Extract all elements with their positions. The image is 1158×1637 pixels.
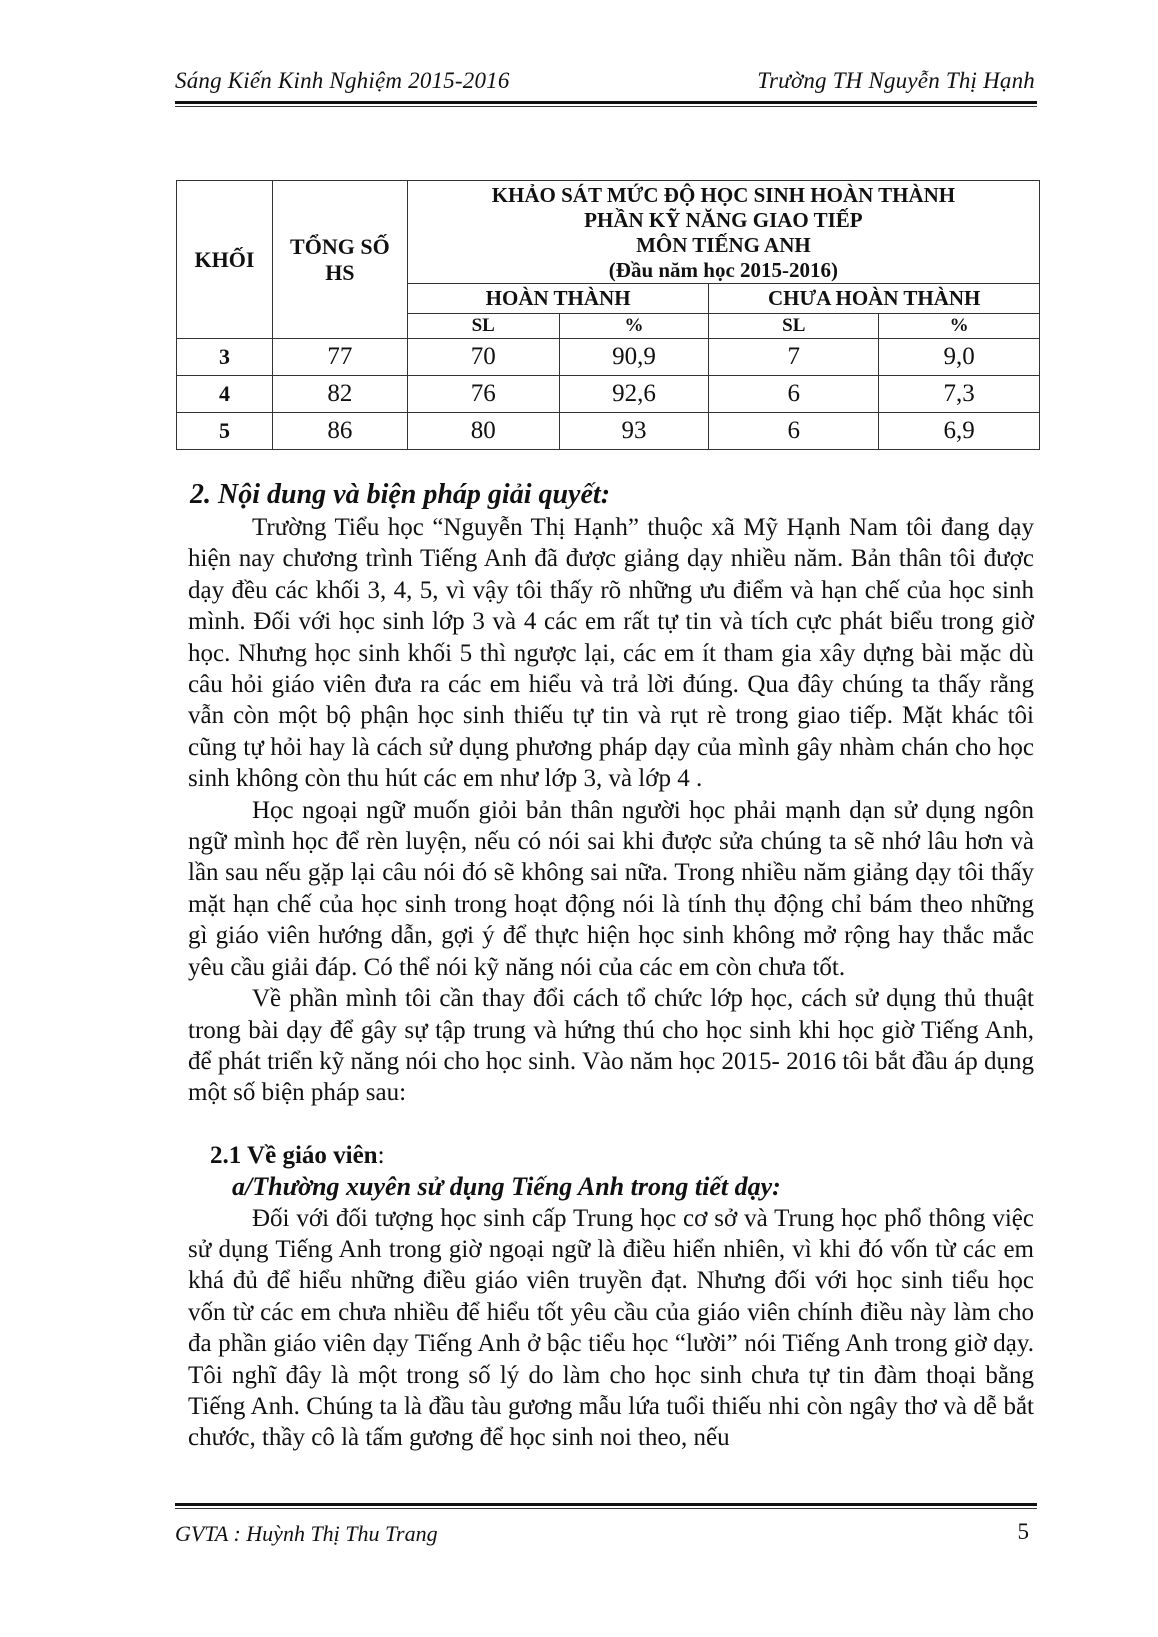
page-footer	[175, 1503, 1037, 1553]
col-khoi: KHỐI	[177, 181, 273, 339]
cell-tong: 86	[272, 413, 407, 450]
table-title	[407, 181, 1039, 284]
table-header-row	[177, 181, 1040, 284]
cell-done-pct: 92,6	[559, 376, 709, 413]
sub-pct: %	[559, 314, 709, 339]
table-title-line: MÔN TIẾNG ANH	[636, 233, 811, 257]
subsection-heading-colon: :	[377, 1141, 385, 1169]
col-tong-line1: TỔNG SỐ	[290, 233, 390, 259]
cell-done-pct: 93	[559, 413, 709, 450]
table-row	[177, 376, 1040, 413]
cell-not-pct: 6,9	[879, 413, 1040, 450]
header-title: Sáng Kiến Kinh Nghiệm 2015-2016	[175, 68, 510, 93]
document-body	[188, 478, 1034, 1454]
table-row	[177, 339, 1040, 376]
cell-not-pct: 9,0	[879, 339, 1040, 376]
header-school: Trường TH Nguyễn Thị Hạnh	[757, 68, 1035, 93]
header-rule-thin	[175, 106, 1037, 107]
spacer	[188, 1109, 1034, 1140]
group-hoan-thanh: HOÀN THÀNH	[407, 284, 709, 314]
table-title-line: (Đầu năm học 2015-2016)	[608, 258, 839, 282]
paragraph: Về phần mình tôi cần thay đổi cách tổ chức lớp học, cách sử dụng thủ thuật trong bài dạy để gây sự tập trung và hứng thú cho học sinh khi học giờ Tiếng Anh, để phát triển kỹ năng nói cho học sinh. Vào năm học 2015- 2016 tôi bắt đầu áp dụng một số biện pháp sau:	[188, 985, 1034, 1107]
cell-not-sl: 6	[709, 413, 879, 450]
col-tong-line2: HS	[325, 259, 355, 285]
cell-not-sl: 7	[709, 339, 879, 376]
table-title-line: PHẦN KỸ NĂNG GIAO TIẾP	[584, 208, 863, 232]
cell-done-sl: 76	[407, 376, 559, 413]
cell-khoi: 4	[177, 376, 273, 413]
table-row	[177, 413, 1040, 450]
cell-done-pct: 90,9	[559, 339, 709, 376]
footer-rule	[175, 1503, 1037, 1506]
cell-tong: 82	[272, 376, 407, 413]
footer-author: GVTA : Huỳnh Thị Thu Trang	[175, 1521, 438, 1546]
section-heading: 2. Nội dung và biện pháp giải quyết:	[190, 479, 611, 510]
page-header	[175, 64, 1037, 104]
footer-rule-thin	[175, 1508, 1037, 1509]
paragraph: Trường Tiểu học “Nguyễn Thị Hạnh” thuộc xã Mỹ Hạnh Nam tôi đang dạy hiện nay chương trình Tiếng Anh đã được giảng dạy nhiều năm. Bản thân tôi được dạy đều các khối 3, 4, 5, vì vậy tôi thấy rõ những ưu điểm và hạn chế của học sinh mình. Đối với học sinh lớp 3 và 4 các em rất tự tin và tích cực phát biểu trong giờ học. Nhưng học sinh khối 5 thì ngược lại, các em ít tham gia xây dựng bài mặc dù câu hỏi giáo viên đưa ra các em hiểu và trả lời đúng. Qua đây chúng ta thấy rằng vẫn còn một bộ phận học sinh thiếu tự tin và rụt rè trong giao tiếp. Mặt khác tôi cũng tự hỏi hay là cách sử dụng phương pháp dạy của mình gây nhàm chán cho học sinh không còn thu hút các em như lớp 3, và lớp 4 .	[188, 514, 1034, 793]
subsection-heading-text: 2.1 Về giáo viên	[210, 1141, 378, 1169]
cell-khoi: 5	[177, 413, 273, 450]
survey-table	[176, 180, 1040, 450]
cell-done-sl: 70	[407, 339, 559, 376]
table-title-line: KHẢO SÁT MỨC ĐỘ HỌC SINH HOÀN THÀNH	[491, 183, 956, 207]
col-tong-so	[272, 181, 407, 339]
cell-khoi: 3	[177, 339, 273, 376]
paragraph: Học ngoại ngữ muốn giỏi bản thân người học phải mạnh dạn sử dụng ngôn ngữ mình học để rèn luyện, nếu có nói sai khi được sửa chúng ta sẽ nhớ lâu hơn và lần sau nếu gặp lại câu nói đó sẽ không sai nữa. Trong nhiều năm giảng dạy tôi thấy mặt hạn chế của học sinh trong hoạt động nói là tính thụ động chỉ bám theo những gì giáo viên hướng dẫn, gợi ý để thực hiện học sinh không mở rộng hay thắc mắc yêu cầu giải đáp. Có thể nói kỹ năng nói của các em còn chưa tốt.	[188, 796, 1034, 981]
header-rule	[175, 101, 1037, 104]
sub-sl: SL	[709, 314, 879, 339]
sub-sl: SL	[407, 314, 559, 339]
cell-tong: 77	[272, 339, 407, 376]
sub-pct: %	[879, 314, 1040, 339]
paragraph: Đối với đối tượng học sinh cấp Trung học cơ sở và Trung học phổ thông việc sử dụng Tiếng Anh trong giờ ngoại ngữ là điều hiển nhiên, vì khi đó vốn từ các em khá đủ để hiểu những điều giáo viên truyền đạt. Nhưng đối với học sinh tiểu học vốn từ các em chưa nhiều để hiểu tốt yêu cầu của giáo viên chính điều này làm cho đa phần giáo viên dạy Tiếng Anh ở bậc tiểu học “lười” nói Tiếng Anh trong giờ dạy. Tôi nghĩ đây là một trong số lý do làm cho học sinh chưa tự tin đàm thoại bằng Tiếng Anh. Chúng ta là đầu tàu gương mẫu lứa tuổi thiếu nhi còn ngây thơ và dễ bắt chước, thầy cô là tấm gương để học sinh noi theo, nếu	[188, 1204, 1034, 1452]
cell-not-sl: 6	[709, 376, 879, 413]
group-chua-hoan-thanh: CHƯA HOÀN THÀNH	[709, 284, 1040, 314]
cell-not-pct: 7,3	[879, 376, 1040, 413]
subsubsection-heading: a/Thường xuyên sử dụng Tiếng Anh trong tiết dạy:	[232, 1172, 781, 1202]
subsection-heading	[210, 1140, 1034, 1171]
cell-done-sl: 80	[407, 413, 559, 450]
page-number: 5	[1017, 1519, 1029, 1544]
